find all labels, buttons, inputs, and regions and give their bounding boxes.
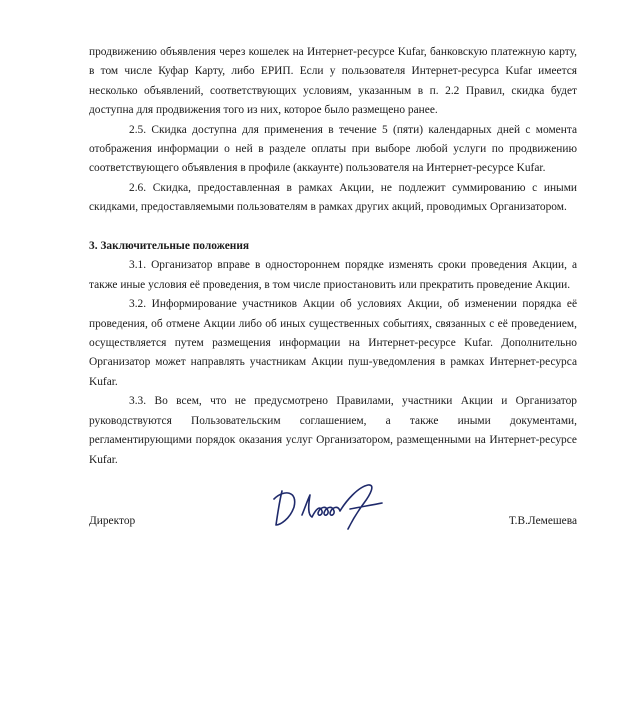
signature-row [89, 515, 577, 535]
signatory-position: Директор [89, 515, 136, 527]
signatory-name: Т.В.Лемешева [508, 515, 577, 527]
section-heading: 3. Заключительные положения [89, 240, 250, 253]
paragraph-continuation: продвижению объявления через кошелек на Интернет-ресурсе Kufar, банковскую платежную карту, в том числе Куфар Карту, либо ЕРИП. Если у пользователя Интернет-ресурса Kufar имеется несколько объявлений, соответствующих условиям, указанным в п. 2.2 Правил, скидка будет доступна для продвижения того из них, которое было размещено ранее. [89, 46, 577, 117]
document-body [89, 43, 577, 470]
paragraph-2-5: 2.5. Скидка доступна для применения в течение 5 (пяти) календарных дней с момента отображения информации о ней в разделе оплаты при выборе любой услуги по продвижению соответствующего объявления в профиле (аккаунте) пользователя на Интернет-ресурсе Kufar. [89, 123, 577, 175]
paragraph-3-3: 3.3. Во всем, что не предусмотрено Правилами, участники Акции и Организатор руководствуются Пользовательским соглашением, а также иными документами, регламентирующими порядок оказания услуг Организатором, размещенными на Интернет-ресурсе Kufar. [89, 395, 577, 466]
paragraph-3-1: 3.1. Организатор вправе в одностороннем порядке изменять сроки проведения Акции, а также иные условия её проведения, в том числе приостановить или прекратить проведение Акции. [89, 259, 577, 291]
paragraph-3-2: 3.2. Информирование участников Акции об условиях Акции, об изменении порядка её проведения, об отмене Акции либо об иных существенных событиях, связанных с её проведением, осуществляется путем размещения информации на Интернет-ресурсе Kufar. Дополнительно Организатор может направлять участникам Акции пуш-уведомления в рамках Интернет-ресурса Kufar. [89, 298, 577, 388]
paragraph-2-6: 2.6. Скидка, предоставленная в рамках Акции, не подлежит суммированию с иными скидками, предоставляемыми пользователям в рамках других акций, проводимых Организатором. [89, 181, 577, 214]
